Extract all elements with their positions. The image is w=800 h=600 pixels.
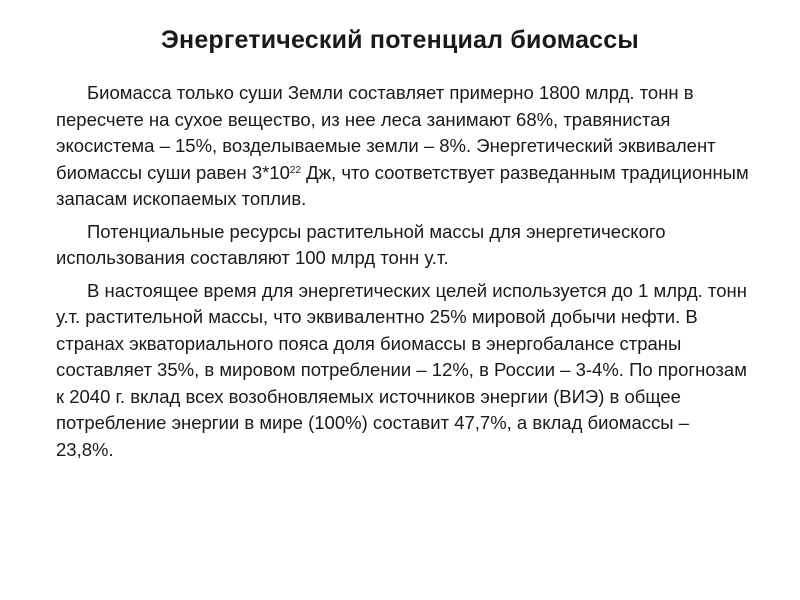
paragraph-potential-resources: Потенциальные ресурсы растительной массы для энергетического использования составляют 100 млрд тонн у.т. xyxy=(56,220,666,268)
paragraph-biomass-land xyxy=(56,80,751,213)
paragraph-current-usage: В настоящее время для энергетических целей используется до 1 млрд. тонн у.т. растительной массы, что эквивалентно 25% мировой добычи нефти. В странах экваториального пояса доля биомассы в энергобалансе страны составляет 35%, в мировом потреблении – 12%, в России – 3-4%. По прогнозам к 2040 г. вклад всех возобновляемых источников энергии (ВИЭ) в общее потребление энергии в мире (100%) составит 47,7%, а вклад биомассы – 23,8%. xyxy=(56,279,747,460)
slide-title: Энергетический потенциал биомассы xyxy=(161,26,639,54)
paragraph-biomass-land-text: Биомасса только суши Земли составляет примерно 1800 млрд. тонн в пересчете на сухое вещество, из нее леса занимают 68%, травянистая экосистема – 15%, возделываемые земли – 8%. Энергетический эквивалент биомассы суши равен 3*10 xyxy=(56,82,716,183)
paragraph-biomass-land-text-end: Дж, что соответствует разведанным традиционным запасам ископаемых топлив. xyxy=(56,161,749,209)
exponent-superscript: 22 xyxy=(289,164,302,176)
slide-body xyxy=(56,80,751,469)
